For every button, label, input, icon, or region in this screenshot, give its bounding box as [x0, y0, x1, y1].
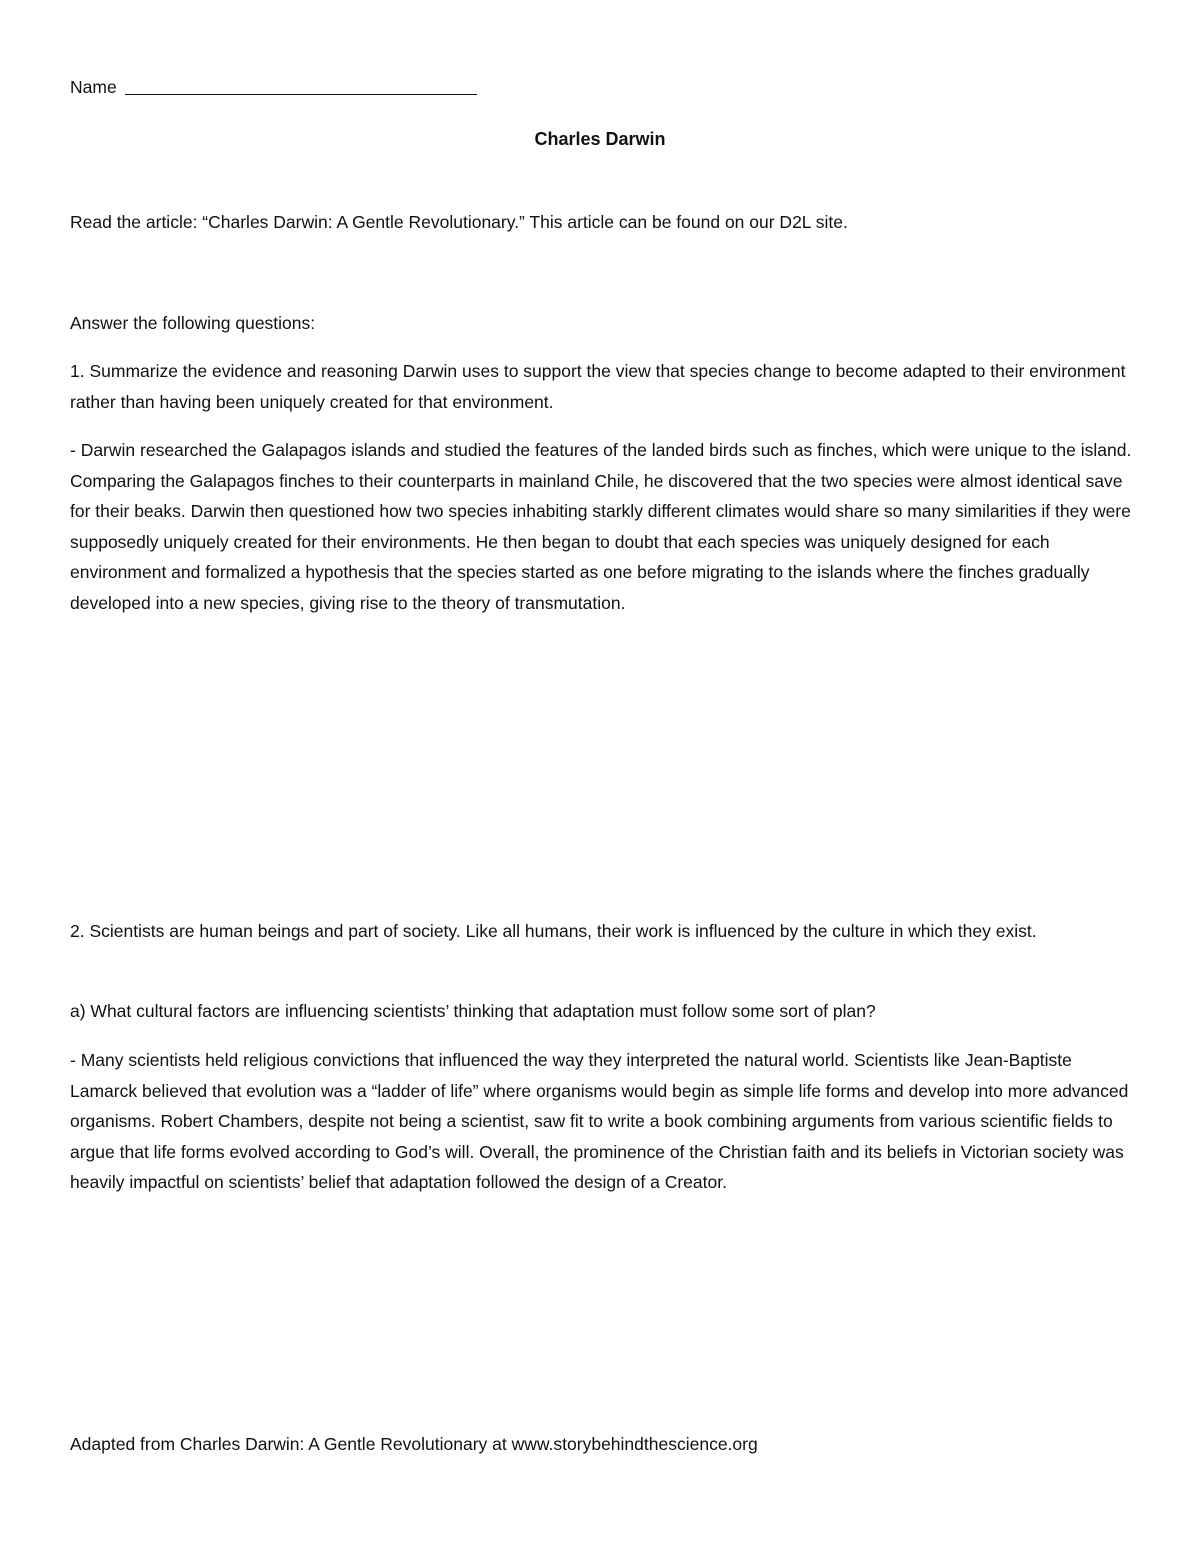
reading-instructions: Read the article: “Charles Darwin: A Gentle Revolutionary.” This article can be found on our D2L site. — [70, 212, 848, 232]
questions-prompt: Answer the following questions: — [70, 313, 316, 333]
name-label: Name — [70, 77, 117, 97]
question-2: 2. Scientists are human beings and part of society. Like all humans, their work is influenced by the culture in which they exist. — [70, 921, 1037, 941]
source-footer: Adapted from Charles Darwin: A Gentle Revolutionary at www.storybehindthescience.org — [70, 1434, 758, 1454]
answer-1: - Darwin researched the Galapagos islands and studied the features of the landed birds such as finches, which were unique to the island. Comparing the Galapagos finches to their counterparts in mainland Chile, he discovered that the two species were almost identical save for their beaks. Darwin then questioned how two species inhabiting starkly different climates would share so many similarities if they were supposedly uniquely created for their environments. He then began to doubt that each species was uniquely designed for each environment and formalized a hypothesis that the species started as one before migrating to the islands where the finches gradually developed into a new species, giving rise to the theory of transmutation. — [70, 440, 1132, 613]
name-blank-line[interactable] — [125, 78, 477, 95]
answer-2a: - Many scientists held religious convictions that influenced the way they interpreted the natural world. Scientists like Jean-Baptiste Lamarck believed that evolution was a “ladder of life” where organisms would begin as simple life forms and develop into more advanced organisms. Robert Chambers, despite not being a scientist, saw fit to write a book combining arguments from various scientific fields to argue that life forms evolved according to God’s will. Overall, the prominence of the Christian faith and its beliefs in Victorian society was heavily impactful on scientists’ belief that adaptation followed the design of a Creator. — [70, 1050, 1129, 1192]
worksheet-title: Charles Darwin — [534, 129, 666, 149]
question-2a: a) What cultural factors are influencing scientists’ thinking that adaptation must follow some sort of plan? — [70, 1001, 876, 1021]
name-field-row — [70, 72, 477, 103]
question-1: 1. Summarize the evidence and reasoning Darwin uses to support the view that species change to become adapted to their environment rather than having been uniquely created for that environment. — [70, 361, 1126, 412]
